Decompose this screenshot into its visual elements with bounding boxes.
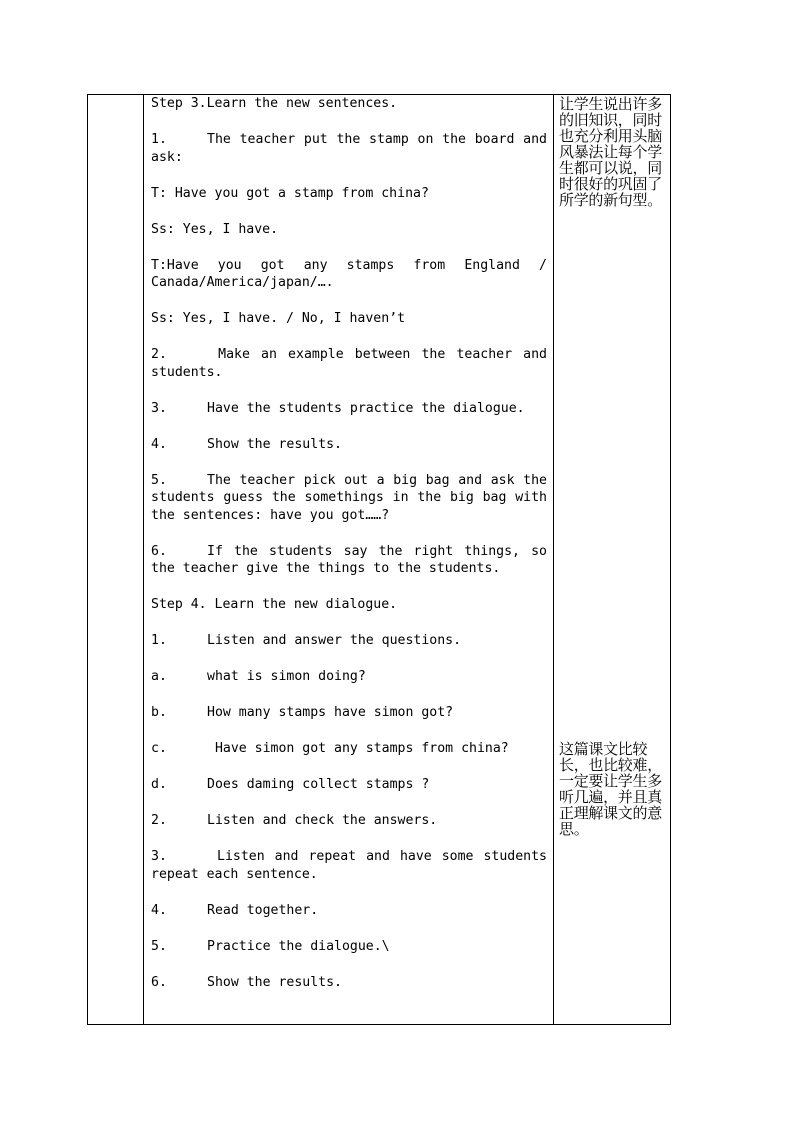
- step3-item-1: 1. The teacher put the stamp on the board and ask:: [151, 132, 547, 165]
- step4-question-a: a. what is simon doing?: [151, 669, 366, 684]
- step3-item-6: 6. If the students say the right things, so the teacher give the things to the students.: [151, 543, 547, 576]
- step3-title: Step 3.Learn the new sentences.: [151, 96, 398, 111]
- teaching-note-1: 让学生说出许多的旧知识，同时也充分利用头脑风暴法让每个学生都可以说，同时很好的巩固了所学的新句型。: [559, 95, 662, 209]
- step3-dialogue-line: Ss: Yes, I have.: [151, 221, 279, 237]
- step4-item-3: 3. Listen and repeat and have some students repeat each sentence.: [151, 849, 547, 882]
- step3-item-4: 4. Show the results.: [151, 436, 342, 452]
- teaching-notes-cell: [554, 95, 671, 1025]
- step4-item-2: 2. Listen and check the answers.: [151, 813, 438, 828]
- step4-item-6: 6. Show the results.: [151, 974, 342, 990]
- step4-question-c: c. Have simon got any stamps from china?: [151, 741, 509, 756]
- step4-question-d: d. Does daming collect stamps ?: [151, 777, 430, 792]
- teaching-note-2: 这篇课文比较长，也比较难，一定要让学生多听几遍，并且真正理解课文的意思。: [559, 740, 662, 838]
- table-row: [88, 95, 671, 1025]
- step3-item-2: 2. Make an example between the teacher and students.: [151, 347, 547, 380]
- step3-dialogue-line: Ss: Yes, I have. / No, I haven’t: [151, 311, 406, 326]
- step4-item-4: 4. Read together.: [151, 902, 319, 918]
- step4-item-1: 1. Listen and answer the questions.: [151, 633, 462, 648]
- step4-title: Step 4. Learn the new dialogue.: [151, 597, 398, 612]
- lesson-plan-table: [87, 94, 671, 1025]
- step3-dialogue-line: T:Have you got any stamps from England / Canada/America/japan/….: [151, 257, 547, 290]
- step3-item-3: 3. Have the students practice the dialogue.: [151, 400, 525, 416]
- step4-item-5: 5. Practice the dialogue.\: [151, 938, 390, 954]
- lesson-steps-cell: [144, 95, 554, 1025]
- step3-dialogue-line: T: Have you got a stamp from china?: [151, 185, 429, 201]
- step4-question-b: b. How many stamps have simon got?: [151, 705, 454, 720]
- step3-item-5: 5. The teacher pick out a big bag and ask the students guess the somethings in the big bag with the sentences: have you got……?: [151, 472, 547, 523]
- empty-left-cell: [88, 95, 144, 1025]
